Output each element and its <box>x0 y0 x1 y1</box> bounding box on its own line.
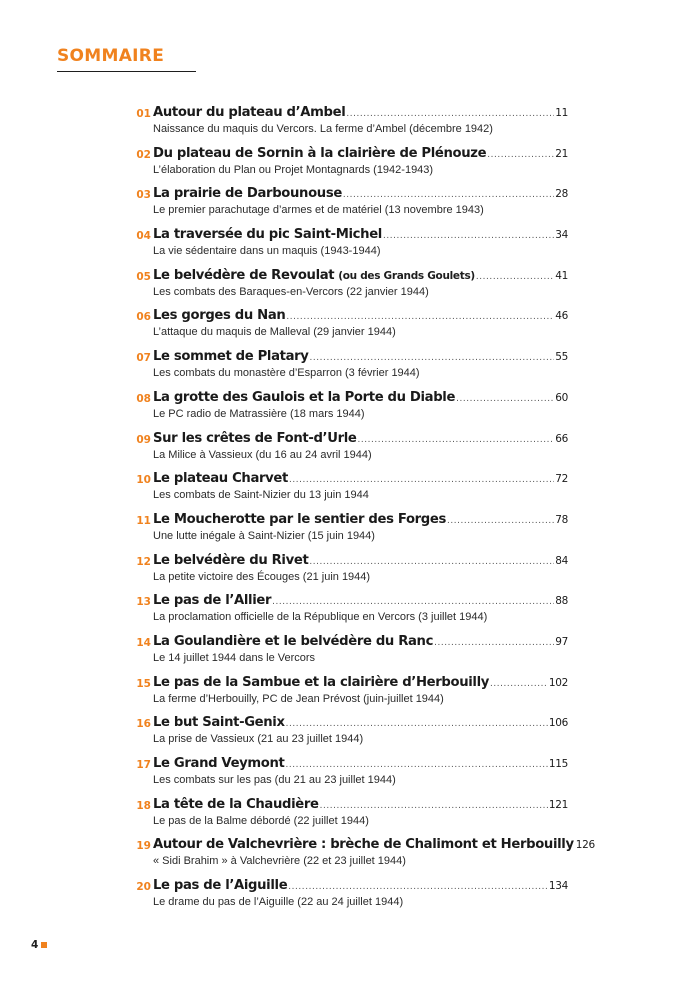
toc-entry-line <box>153 715 568 730</box>
toc-entry-line <box>153 593 568 608</box>
chapter-title: La Goulandière et le belvédère du Ranc <box>153 633 434 649</box>
chapter-number: 08 <box>136 392 151 405</box>
chapter-number: 04 <box>136 230 151 243</box>
dot-leader <box>343 189 554 200</box>
chapter-page-number: 115 <box>548 758 568 770</box>
chapter-title: La grotte des Gaulois et la Porte du Diable <box>153 389 456 405</box>
toc-entry-line <box>153 797 568 812</box>
chapter-page-number: 34 <box>555 229 568 242</box>
chapter-number: 01 <box>136 108 151 120</box>
toc-entry-11[interactable] <box>131 512 568 553</box>
chapter-title: Le Moucherotte par le sentier des Forges <box>153 511 446 527</box>
chapter-subtitle: Les combats des Baraques-en-Vercors (22 janvier 1944) <box>153 285 429 298</box>
dot-leader <box>272 596 554 607</box>
chapter-number: 15 <box>136 677 151 690</box>
chapter-title: Autour du plateau d’Ambel <box>153 105 346 120</box>
toc-entry-line <box>153 390 568 405</box>
chapter-number: 05 <box>136 270 151 283</box>
chapter-page-number: 72 <box>555 473 568 486</box>
chapter-title: Le pas de la Sambue et la clairière d’Herbouilly <box>153 674 489 690</box>
toc-entry-04[interactable] <box>131 227 568 268</box>
dot-leader <box>286 718 548 729</box>
toc-entry-13[interactable] <box>131 593 568 634</box>
toc-entry-09[interactable] <box>131 431 568 472</box>
toc-entry-line <box>153 471 568 486</box>
chapter-page-number: 28 <box>555 188 568 201</box>
dot-leader <box>358 434 555 445</box>
chapter-title: Le Grand Veymont <box>153 756 285 771</box>
chapter-subtitle: La petite victoire des Écouges (21 juin 1944) <box>153 570 371 583</box>
chapter-page-number: 60 <box>555 391 568 404</box>
chapter-page-number: 88 <box>555 595 568 608</box>
chapter-subtitle: Les combats du monastère d’Esparron (3 février 1944) <box>153 367 420 380</box>
chapter-number: 11 <box>136 514 151 527</box>
chapter-page-number: 134 <box>548 880 568 893</box>
chapter-number: 09 <box>136 433 151 446</box>
page-title: SOMMAIRE <box>57 46 165 66</box>
toc-entry-05[interactable] <box>131 268 568 309</box>
dot-leader <box>346 108 554 119</box>
toc-entry-10[interactable] <box>131 471 568 512</box>
toc-entry-line <box>153 349 568 364</box>
toc-entry-line <box>153 186 568 201</box>
chapter-subtitle: La proclamation officielle de la République en Vercors (3 juillet 1944) <box>153 611 488 624</box>
chapter-subtitle: Naissance du maquis du Vercors. La ferme d’Ambel (décembre 1942) <box>153 123 493 135</box>
chapter-title: Les gorges du Nan <box>153 308 286 324</box>
chapter-number: 14 <box>136 636 151 649</box>
chapter-subtitle: La ferme d’Herbouilly, PC de Jean Prévost (juin-juillet 1944) <box>153 692 444 705</box>
toc-entry-12[interactable] <box>131 553 568 594</box>
chapter-title: La tête de la Chaudière <box>153 796 319 812</box>
dot-leader <box>310 352 555 363</box>
chapter-title: Le but Saint-Genix <box>153 715 285 731</box>
chapter-title: Le pas de l’Allier <box>153 593 272 609</box>
toc-entry-03[interactable] <box>131 186 568 227</box>
title-underline <box>57 71 196 72</box>
chapter-page-number: 126 <box>575 839 595 852</box>
chapter-title: Du plateau de Sornin à la clairière de Plénouze <box>153 145 487 161</box>
chapter-page-number: 11 <box>555 107 568 119</box>
chapter-number: 19 <box>136 840 151 853</box>
chapter-number: 10 <box>136 474 151 487</box>
dot-leader <box>383 230 554 241</box>
chapter-subtitle: La prise de Vassieux (21 au 23 juillet 1944) <box>153 733 364 746</box>
toc-entry-line <box>153 756 568 771</box>
page-number-marker <box>41 942 47 948</box>
toc-entry-18[interactable] <box>131 797 568 838</box>
chapter-title: Le belvédère de Revoulat <box>153 267 335 283</box>
chapter-number: 03 <box>136 189 151 202</box>
chapter-page-number: 21 <box>555 147 568 160</box>
chapter-number: 07 <box>136 352 151 365</box>
toc-entry-line <box>153 105 568 120</box>
toc-entry-line <box>153 837 595 853</box>
dot-leader <box>434 637 554 648</box>
toc-entry-line <box>153 553 568 568</box>
chapter-title: Sur les crêtes de Font-d’Urle <box>153 430 357 446</box>
dot-leader <box>490 678 548 689</box>
chapter-number: 18 <box>136 799 151 812</box>
page-number <box>31 939 47 951</box>
toc-entry-line <box>153 512 568 527</box>
chapter-number: 20 <box>136 881 151 894</box>
chapter-subtitle: La Milice à Vassieux (du 16 au 24 avril 1944) <box>153 448 372 461</box>
chapter-page-number: 106 <box>548 717 568 730</box>
chapter-subtitle: Une lutte inégale à Saint-Nizier (15 juin 1944) <box>153 529 375 542</box>
toc-entry-08[interactable] <box>131 390 568 431</box>
chapter-number: 17 <box>136 759 151 771</box>
toc-entry-line <box>153 675 568 690</box>
chapter-subtitle: La vie sédentaire dans un maquis (1943-1944) <box>153 245 381 258</box>
toc-entry-16[interactable] <box>131 715 568 756</box>
chapter-page-number: 55 <box>555 351 568 364</box>
chapter-title: Le plateau Charvet <box>153 471 288 487</box>
dot-leader <box>456 393 554 404</box>
dot-leader <box>289 474 554 485</box>
chapter-page-number: 121 <box>548 798 568 811</box>
chapter-number: 06 <box>136 311 151 324</box>
chapter-number: 13 <box>136 596 151 609</box>
chapter-subtitle: L’attaque du maquis de Malleval (29 janvier 1944) <box>153 326 396 339</box>
chapter-number: 12 <box>136 555 151 568</box>
chapter-page-number: 102 <box>548 676 568 689</box>
chapter-title: Le belvédère du Rivet <box>153 552 309 568</box>
chapter-subtitle: Le PC radio de Matrassière (18 mars 1944) <box>153 407 365 420</box>
dot-leader <box>487 149 554 160</box>
dot-leader <box>320 800 548 811</box>
toc-entry-line <box>153 308 568 323</box>
chapter-title: La traversée du pic Saint-Michel <box>153 227 382 243</box>
chapter-title: Le pas de l’Aiguille <box>153 878 288 894</box>
chapter-subtitle: Le drame du pas de l’Aiguille (22 au 24 juillet 1944) <box>153 896 404 909</box>
toc-entry-19[interactable] <box>131 837 595 878</box>
chapter-title: Le sommet de Platary <box>153 349 309 365</box>
toc-entry-15[interactable] <box>131 675 568 716</box>
chapter-page-number: 41 <box>555 269 568 282</box>
chapter-subtitle: Le pas de la Balme débordé (22 juillet 1944) <box>153 814 369 827</box>
toc-entry-20[interactable] <box>131 878 568 919</box>
chapter-subtitle: Le 14 juillet 1944 dans le Vercors <box>153 651 316 664</box>
dot-leader <box>286 311 554 322</box>
chapter-subtitle: Les combats sur les pas (du 21 au 23 juillet 1944) <box>153 774 396 786</box>
dot-leader <box>476 271 554 282</box>
toc-entry-line <box>153 146 568 161</box>
dot-leader <box>447 515 554 526</box>
toc-entry-01[interactable] <box>131 105 568 146</box>
chapter-subtitle: Les combats de Saint-Nizier du 13 juin 1944 <box>153 489 369 502</box>
chapter-subtitle: « Sidi Brahim » à Valchevrière (22 et 23 juillet 1944) <box>153 855 406 868</box>
chapter-title: La prairie de Darbounouse <box>153 186 342 202</box>
page-number-value: 4 <box>31 939 39 951</box>
dot-leader <box>309 556 554 567</box>
toc-entry-line <box>153 878 568 893</box>
chapter-page-number: 46 <box>555 310 568 323</box>
chapter-title: Autour de Valchevrière : brèche de Chalimont et Herbouilly <box>153 837 574 853</box>
chapter-page-number: 97 <box>555 635 568 648</box>
toc-entry-14[interactable] <box>131 634 568 675</box>
toc-entry-line <box>153 431 568 446</box>
toc-entry-02[interactable] <box>131 146 568 187</box>
toc-entry-07[interactable] <box>131 349 568 390</box>
chapter-page-number: 78 <box>555 513 568 526</box>
dot-leader <box>286 759 548 770</box>
chapter-number: 02 <box>136 148 151 161</box>
chapter-number: 16 <box>136 718 151 731</box>
chapter-subtitle: Le premier parachutage d’armes et de matériel (13 novembre 1943) <box>153 204 484 217</box>
toc-entry-line <box>153 268 568 283</box>
toc-entry-06[interactable] <box>131 308 568 349</box>
chapter-page-number: 66 <box>555 432 568 445</box>
toc-entry-17[interactable] <box>131 756 568 797</box>
toc-entry-line <box>153 227 568 242</box>
chapter-subtitle: L’élaboration du Plan ou Projet Montagnards (1942-1943) <box>153 163 434 176</box>
toc-entry-line <box>153 634 568 649</box>
chapter-title-note: (ou des Grands Goulets) <box>338 269 475 282</box>
dot-leader <box>288 881 548 892</box>
table-of-contents <box>131 105 595 919</box>
chapter-page-number: 84 <box>555 554 568 567</box>
